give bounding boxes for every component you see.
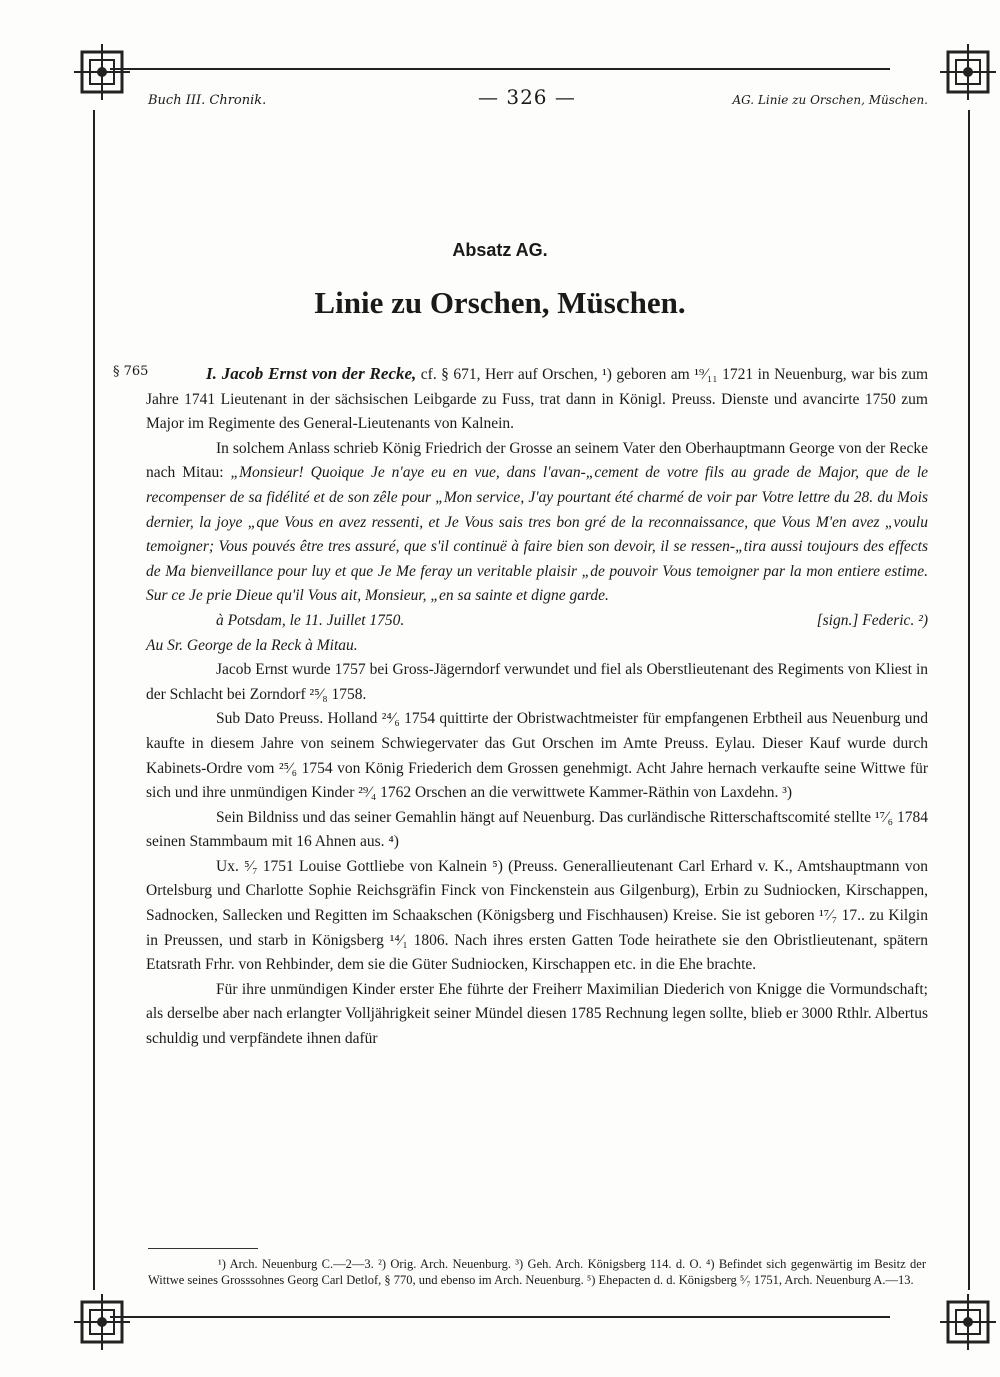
paragraph-1 — [146, 362, 928, 437]
letter-text: „Monsieur! Quoique Je n'aye eu en vue, dans l'avan-„cement de votre fils au grade de Major, que de le recompenser de sa fidélité et de son zêle pour „Mon service, J'ay pourtant été charmé de voir par Votre lettre du 28. du Mois dernier, la joye „que Vous en avez ressenti, et Je Vous sais tres bon gré de la reconnaissance, que Vous M'en avez „voulu temoigner; Vous pouvés être tres assuré, que s'il continuë à faire bien son devoir, il se ressen-„tira aussi toujours des effects de Ma bienveillance pour luy et que Je Me feray un veritable plaisir „de pouvoir Vous temoigner par la mon entiere estime. Sur ce Je prie Dieue qu'il Vous ait, Monsieur, „en sa sainte et digne garde. — [146, 464, 929, 605]
main-text — [146, 362, 928, 1052]
paragraph-2 — [146, 437, 928, 609]
corner-ornament-icon — [936, 40, 1000, 104]
paragraph-3: Jacob Ernst wurde 1757 bei Gross-Jägerndorf verwundet und fiel als Oberstlieutenant des Regiments von Kliest in der Schlacht bei Zorndorf ²⁵⁄₈ 1758. — [146, 661, 928, 703]
paragraph-7: Für ihre unmündigen Kinder erster Ehe führte der Freiherr Maximilian Diederich von Knigge die Vormundschaft; als derselbe aber nach erlangter Volljährigkeit seiner Mündel diesen 1785 Rechnung legen sollte, blieb er 3000 Rthlr. Albertus schuldig und verpfändete ihnen dafür — [146, 980, 928, 1048]
section-label: Absatz AG. — [452, 240, 548, 260]
paragraph-5: Sein Bildniss und das seiner Gemahlin hängt auf Neuenburg. Das curländische Ritterschaftscomité stellte ¹⁷⁄₆ 1784 seinen Stammbaum mit 16 Ahnen aus. ⁴) — [146, 808, 928, 851]
header-section-title: AG. Linie zu Orschen, Müschen. — [732, 93, 928, 107]
running-header — [148, 85, 928, 115]
letter-signature: [sign.] Federic. ²) — [816, 611, 928, 629]
paragraph-6: Ux. ⁵⁄₇ 1751 Louise Gottliebe von Kalnein ⁵) (Preuss. Generallieutenant Carl Erhard v. K., Amtshauptmann von Ortelsburg und Charlotte Sophie Reichsgräfin Finck von Finckenstein aus Gilgenburg), Erbin zu Sudniocken, Kirschappen, Sadnocken, Sallecken und Regitten im Schaakschen (Königsberg und Fischhausen) Kreise. Sie ist geboren ¹⁷⁄₇ 17.. zu Kilgin in Preussen, und starb in Königsberg ¹⁴⁄₁ 1806. Nach ihres ersten Gatten Tode heirathete sie den Obristlieutenant, spätern Etatsrath Frhr. von Rehbinder, dem sie die Güter Sudniocken, Kirschappen etc. in die Ehe brachte. — [146, 857, 928, 974]
footnote-text: ¹) Arch. Neuenburg C.—2—3. ²) Orig. Arch. Neuenburg. ³) Geh. Arch. Königsberg 114. d. O. ⁴) Befindet sich gegenwärtig im Besitz der Wittwe seines Grosssohnes Georg Carl Detlof, § 770, und ebenso im Arch. Neuenburg. ⁵) Ehepacten d. d. Königsberg ⁵⁄₇ 1751, Arch. Neuenburg A.—13. — [148, 1257, 926, 1287]
corner-ornament-icon — [936, 1290, 1000, 1354]
page-title: Linie zu Orschen, Müschen. — [314, 285, 686, 320]
paragraph-number: § 765 — [113, 364, 149, 379]
frame-bottom-line — [110, 1316, 890, 1318]
footnotes — [148, 1256, 926, 1288]
letter-intro: In solchem Anlass schrieb König Friedrich der Grosse an seinem Vater den Oberhauptmann George von der Recke nach Mitau: — [146, 439, 928, 482]
paragraph-4: Sub Dato Preuss. Holland ²⁴⁄₆ 1754 quittirte der Obristwachtmeister für empfangenen Erbtheil aus Neuenburg und kaufte in diesem Jahre von seinem Schwiegervater das Gut Orschen im Amte Preuss. Eylau. Dieser Kauf wurde durch Kabinets-Ordre vom ²⁵⁄₆ 1754 von König Friederich dem Grossen genehmigt. Acht Jahre hernach verkaufte seine Wittwe für sich und ihre unmündigen Kinder ²⁹⁄₄ 1762 Orschen an die verwittwete Kammer-Räthin von Laxdehn. ³) — [146, 710, 928, 802]
page-number: — 326 — — [478, 85, 576, 109]
letter-addressee: Au Sr. George de la Reck à Mitau. — [146, 636, 358, 654]
paragraph-1-text: cf. § 671, Herr auf Orschen, ¹) geboren am ¹⁹⁄₁₁ 1721 in Neuenburg, war bis zum Jahre 1741 Lieutenant in der sächsischen Leibgarde zu Fuss, trat dann in Königl. Preuss. Dienste und avancirte 1750 zum Major im Regimente des General-Lieutenants von Kalnein. — [146, 366, 929, 433]
letter-place-date: à Potsdam, le 11. Juillet 1750. — [216, 611, 405, 629]
letter-signature-row — [146, 609, 928, 634]
corner-ornament-icon — [70, 1290, 134, 1354]
frame-top-line — [110, 68, 890, 70]
footnote-separator — [148, 1248, 258, 1249]
header-book-chapter: Buch III. Chronik. — [148, 93, 267, 108]
corner-ornament-icon — [70, 40, 134, 104]
person-name: I. Jacob Ernst von der Recke, — [206, 364, 417, 383]
